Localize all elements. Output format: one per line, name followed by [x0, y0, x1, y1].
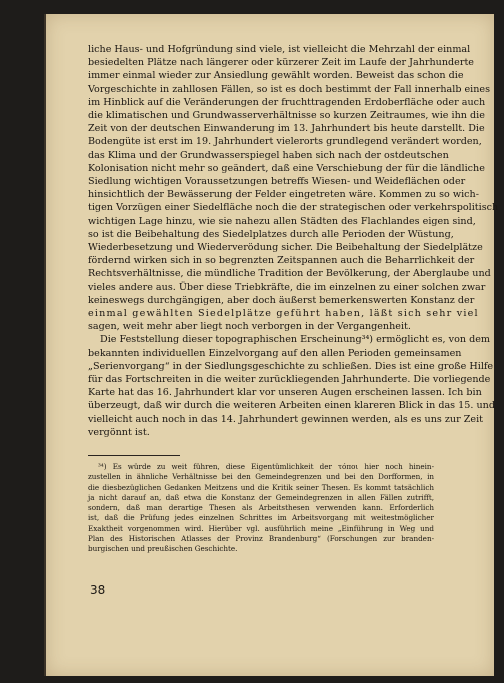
- body-line: die klimatischen und Grundwasserverhältnisse so kurzen Zeitraumes, wie ihn die: [88, 110, 485, 122]
- body-line: Kolonisation nicht mehr so geändert, daß eine Verschiebung der für die ländliche: [88, 162, 485, 174]
- body-line: liche Haus- und Hofgründung sind viele, ist vielleicht die Mehrzahl der einmal: [88, 44, 471, 55]
- footnote-line: sondern, daß man derartige Thesen als Arbeitsthesen verwenden kann. Erforderlich: [88, 503, 434, 513]
- footnote: [88, 462, 434, 555]
- page-number: 38: [90, 583, 106, 597]
- body-line: Karte hat das 16. Jahrhundert klar vor unseren Augen erscheinen lassen. Ich bin: [88, 387, 482, 399]
- footnote-divider: [88, 455, 180, 456]
- body-line: tigen Vorzügen einer Siedelfläche noch die der strategischen oder verkehrspolitisch: [88, 202, 499, 214]
- body-line: keineswegs durchgängigen, aber doch äußerst bemerkenswerten Konstanz der: [88, 294, 475, 306]
- body-line: Rechtsverhältnisse, die mündliche Tradition der Bevölkerung, der Aberglaube und: [88, 268, 491, 280]
- body-line: überzeugt, daß wir durch die weiteren Arbeiten einen klareren Blick in das 15. und: [88, 400, 495, 412]
- body-line: so ist die Beibehaltung des Siedelplatzes durch alle Perioden der Wüstung,: [88, 228, 454, 240]
- body-line: Die Feststellung dieser topographischen Erscheinung³⁴) ermöglicht es, von dem: [100, 334, 490, 346]
- body-line: immer einmal wieder zur Ansiedlung gewählt worden. Beweist das schon die: [88, 70, 464, 82]
- body-line: vergönnt ist.: [88, 426, 150, 438]
- body-text: [88, 43, 499, 439]
- body-line: Vorgeschichte in zahllosen Fällen, so ist es doch bestimmt der Fall innerhalb eines: [88, 83, 491, 95]
- body-line: einmal gewählten Siedelplätze geführt haben, läßt sich sehr viel: [88, 308, 479, 320]
- body-line: Siedlung wichtigen Voraussetzungen betreffs Wiesen- und Weideflächen oder: [88, 176, 466, 188]
- footnote-line: zustellen in ähnliche Verhältnisse bei den Gemeindegrenzen und bei den Dorfformen, in: [88, 472, 434, 482]
- footnote-line: burgischen und preußischen Geschichte.: [88, 544, 238, 554]
- body-line: Wiederbesetzung und Wiederverödung sicher. Die Beibehaltung der Siedelplätze: [88, 242, 483, 254]
- body-line: „Serienvorgang“ in der Siedlungsgeschichte zu schließen. Dies ist eine große Hilfe: [88, 360, 494, 372]
- body-line: besiedelten Plätze nach längerer oder kürzerer Zeit im Laufe der Jahrhunderte: [88, 57, 474, 69]
- body-line: im Hinblick auf die Veränderungen der fruchttragenden Erdoberfläche oder auch: [88, 96, 486, 108]
- footnote-line: die diesbezüglichen Gedanken Meitzens und die Kritik seiner Thesen. Es kommt tatsächlich: [88, 482, 434, 492]
- body-line: Bodengüte ist erst im 19. Jahrhundert vielerorts grundlegend verändert worden,: [88, 136, 482, 148]
- footnote-line: Exaktheit vorgenommen wird. Hierüber vgl. ausführlich meine „Einführung in Weg und: [88, 523, 434, 533]
- body-line: fördernd wirken sich in so begrenzten Zeitspannen auch die Beharrlichkeit der: [88, 255, 475, 267]
- footnote-line: ³⁴) Es würde zu weit führen, diese Eigentümlichkeit der τόποι hier noch hinein-: [98, 462, 434, 471]
- body-line: für das Fortschreiten in die weiter zurückliegenden Jahrhunderte. Die vorliegende: [88, 374, 491, 386]
- footnote-line: ja nicht darauf an, daß etwa die Konstanz der Gemeindegrenzen in allen Fällen zutrifft,: [88, 492, 434, 502]
- body-line: das Klima und der Grundwasserspiegel haben sich nach der ostdeutschen: [88, 149, 449, 161]
- body-line: vielleicht auch noch in das 14. Jahrhundert gewinnen werden, als es uns zur Zeit: [88, 413, 483, 425]
- body-line: sagen, weit mehr aber liegt noch verborgen in der Vergangenheit.: [88, 321, 411, 333]
- body-line: vieles andere aus. Über diese Triebkräfte, die im einzelnen zu einer solchen zwar: [88, 281, 486, 293]
- body-line: Zeit von der deutschen Einwanderung im 13. Jahrhundert bis heute darstellt. Die: [88, 123, 485, 135]
- footnote-line: Plan des Historischen Atlasses der Provinz Brandenburg“ (Forschungen zur branden-: [88, 534, 434, 544]
- footnote-line: ist, daß die Prüfung jedes einzelnen Schrittes im Arbeitsvorgang mit weitestmöglicher: [88, 513, 434, 523]
- body-line: wichtigen Lage hinzu, wie sie nahezu allen Städten des Flachlandes eigen sind,: [88, 215, 476, 227]
- body-line: hinsichtlich der Bewässerung der Felder eingetreten wäre. Kommen zu so wich-: [88, 189, 479, 201]
- body-line: bekannten individuellen Einzelvorgang auf den allen Perioden gemeinsamen: [88, 347, 462, 359]
